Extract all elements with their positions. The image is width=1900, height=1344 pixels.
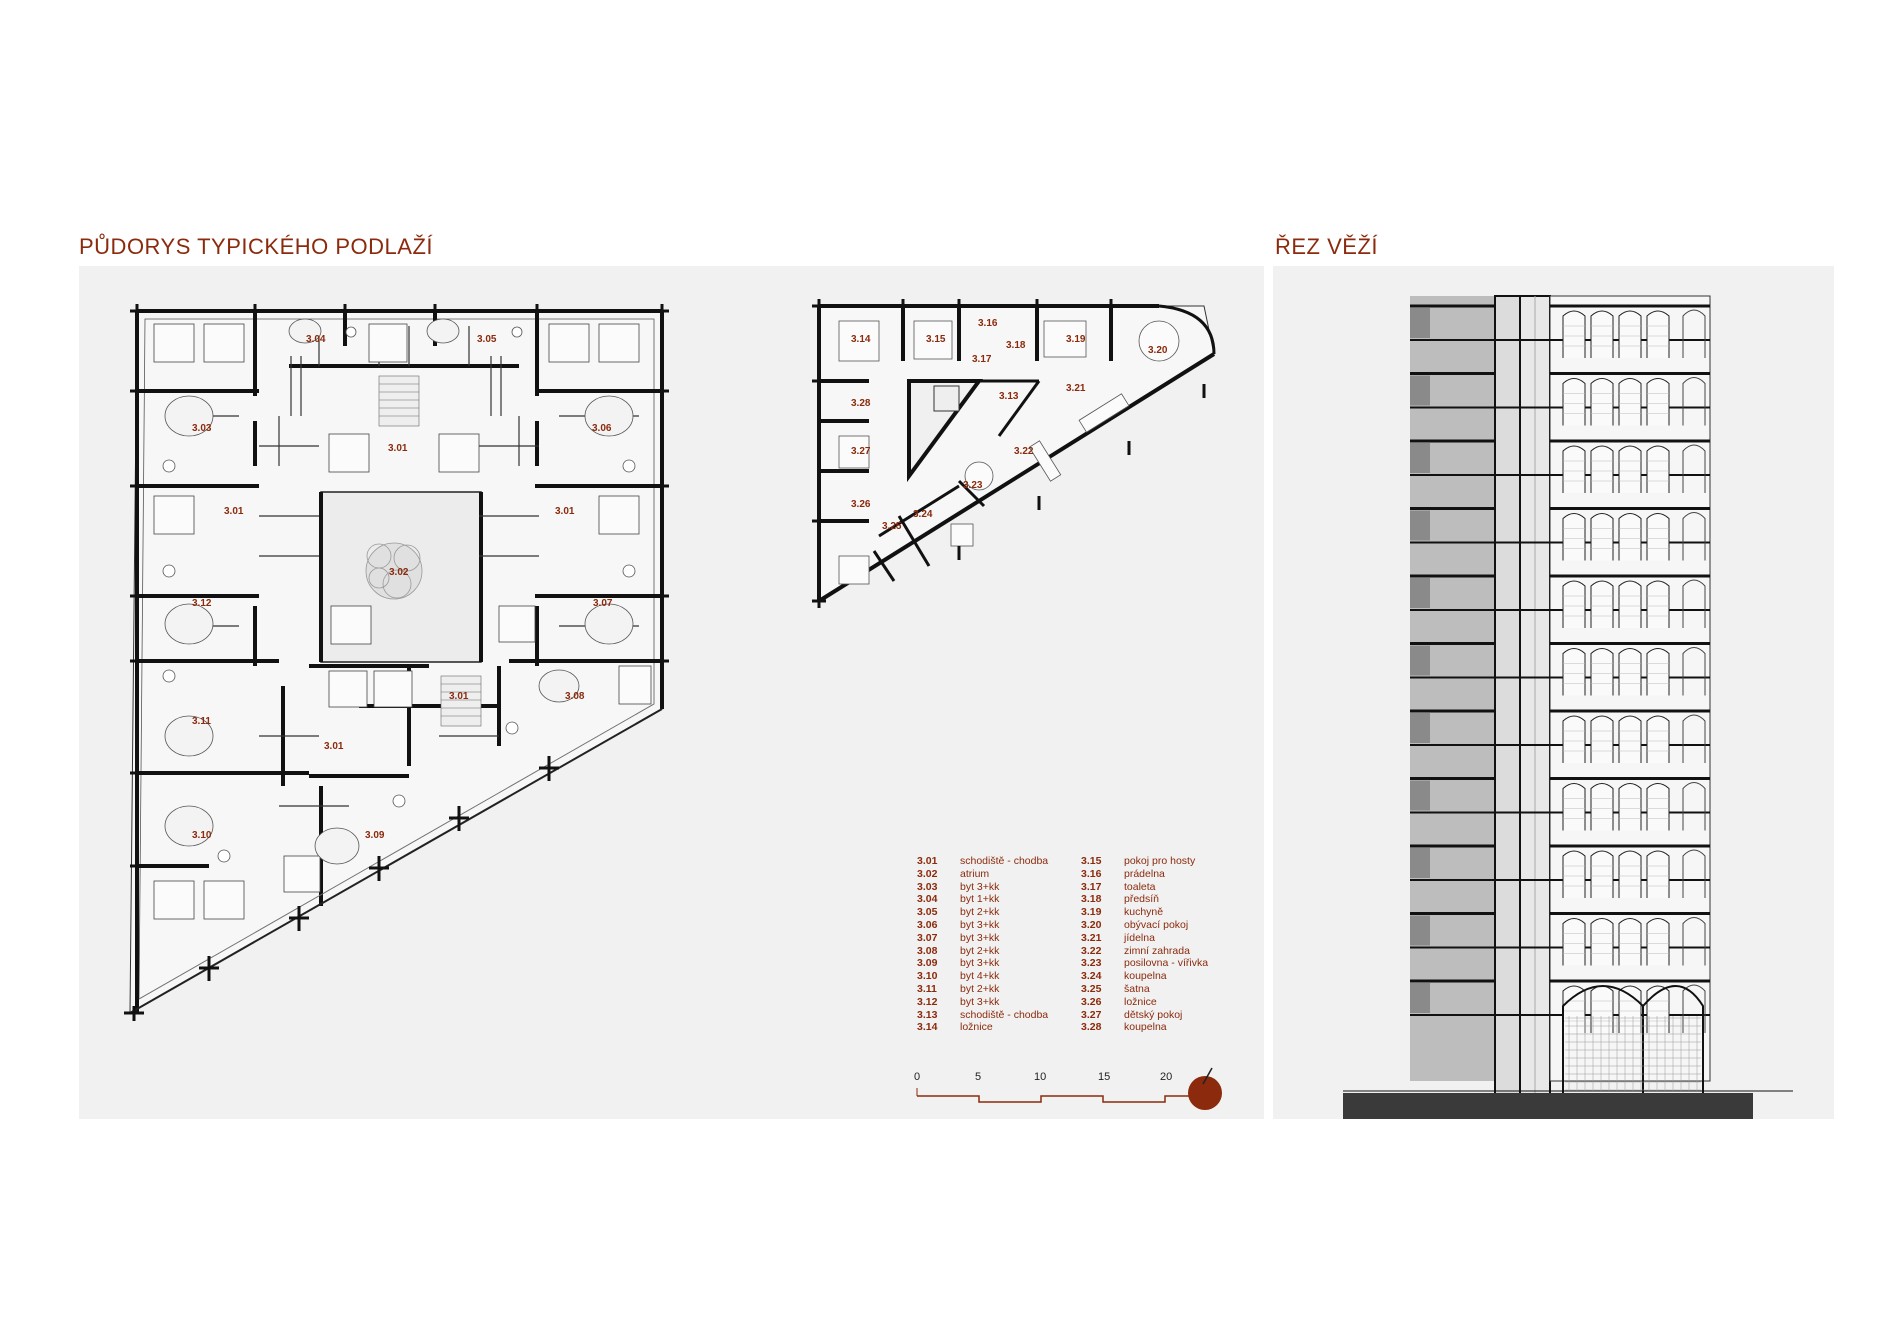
room-label-326: 3.26 [851, 499, 871, 510]
legend-code: 3.21 [1081, 931, 1102, 944]
legend-room-name: atrium [960, 867, 990, 880]
legend-row [1081, 932, 1208, 945]
section-title: ŘEZ VĚŽÍ [1275, 234, 1379, 259]
scale-tick-label: 0 [914, 1071, 921, 1083]
legend-row [1081, 970, 1208, 983]
room-label-303: 3.03 [192, 423, 212, 434]
legend-right-column [1081, 855, 1208, 1034]
room-label-308: 3.08 [565, 691, 585, 702]
legend-room-name: koupelna [1124, 1021, 1167, 1034]
legend-code: 3.07 [917, 931, 938, 944]
legend-code: 3.08 [917, 944, 938, 957]
legend-row [1081, 957, 1208, 970]
legend-room-name: schodiště - chodba [960, 855, 1049, 867]
legend-row [917, 855, 1048, 868]
legend-row [917, 970, 1048, 983]
legend-code: 3.19 [1081, 906, 1102, 919]
room-label-323: 3.23 [963, 480, 983, 491]
legend-room-name: byt 3+kk [960, 880, 1000, 893]
legend-room-name: byt 2+kk [960, 944, 1000, 957]
legend-code: 3.28 [1081, 1021, 1102, 1034]
legend-row [1081, 868, 1208, 881]
room-label-327: 3.27 [851, 446, 871, 457]
legend-row [1081, 945, 1208, 958]
legend-row [1081, 855, 1208, 868]
legend-room-name: byt 3+kk [960, 931, 1000, 944]
legend-room-name: byt 3+kk [960, 957, 1000, 970]
legend-code: 3.01 [917, 855, 938, 867]
legend-row [917, 996, 1048, 1009]
legend-code: 3.02 [917, 867, 938, 880]
legend-row [917, 932, 1048, 945]
legend-row [1081, 983, 1208, 996]
legend-room-name: pokoj pro hosty [1124, 855, 1196, 867]
legend-row [917, 957, 1048, 970]
room-label-313: 3.13 [999, 391, 1019, 402]
room-label-301-bottom: 3.01 [324, 741, 344, 752]
legend-room-name: kuchyně [1124, 906, 1164, 919]
legend-code: 3.26 [1081, 995, 1102, 1008]
room-label-325: 3.25 [882, 521, 902, 532]
legend-room-name: posilovna - vířivka [1124, 957, 1209, 970]
legend-row [917, 881, 1048, 894]
legend-code: 3.14 [917, 1021, 938, 1034]
room-label-317: 3.17 [972, 354, 992, 365]
room-label-328: 3.28 [851, 398, 871, 409]
section-ground-base [1343, 1093, 1753, 1119]
room-label-305: 3.05 [477, 334, 497, 345]
legend-code: 3.22 [1081, 944, 1102, 957]
legend-row [1081, 893, 1208, 906]
legend-room-name: byt 3+kk [960, 995, 1000, 1008]
room-label-320: 3.20 [1148, 345, 1168, 356]
legend-code: 3.23 [1081, 957, 1102, 970]
legend-code: 3.06 [917, 918, 938, 931]
legend-room-name: byt 3+kk [960, 918, 1000, 931]
legend-row [1081, 996, 1208, 1009]
legend-row [917, 1009, 1048, 1022]
legend-row [1081, 1009, 1208, 1022]
legend-room-name: ložnice [1124, 995, 1157, 1008]
room-label-312: 3.12 [192, 598, 212, 609]
room-label-304: 3.04 [306, 334, 326, 345]
tower-section-panel [1273, 266, 1834, 1119]
room-label-301-mid: 3.01 [449, 691, 469, 702]
legend-room-name: předsíň [1124, 893, 1160, 906]
legend-room-name: obývací pokoj [1124, 918, 1189, 931]
legend-room-name: byt 4+kk [960, 970, 1000, 983]
legend-row [1081, 906, 1208, 919]
room-label-310: 3.10 [192, 830, 212, 841]
scale-tick-label: 20 [1160, 1071, 1173, 1083]
room-label-322: 3.22 [1014, 446, 1034, 457]
legend-code: 3.25 [1081, 982, 1102, 995]
legend-room-name: toaleta [1124, 880, 1156, 893]
room-label-318: 3.18 [1006, 340, 1026, 351]
legend-row [917, 945, 1048, 958]
scale-tick-label: 15 [1098, 1071, 1111, 1083]
room-label-309: 3.09 [365, 830, 385, 841]
legend-room-name: koupelna [1124, 970, 1167, 983]
room-label-307: 3.07 [593, 598, 613, 609]
legend-code: 3.15 [1081, 855, 1102, 867]
legend-room-name: schodiště - chodba [960, 1008, 1049, 1021]
legend-row [917, 983, 1048, 996]
legend-room-name: zimní zahrada [1124, 944, 1190, 957]
legend-code: 3.27 [1081, 1008, 1102, 1021]
room-label-301-right: 3.01 [555, 506, 575, 517]
legend-row [917, 893, 1048, 906]
legend-code: 3.04 [917, 893, 938, 906]
room-label-315: 3.15 [926, 334, 946, 345]
room-label-306: 3.06 [592, 423, 612, 434]
legend-code: 3.11 [917, 982, 937, 995]
legend-row [917, 919, 1048, 932]
tower-section-drawing [1273, 266, 1834, 1119]
legend-room-name: byt 2+kk [960, 906, 1000, 919]
room-label-314: 3.14 [851, 334, 871, 345]
room-label-316: 3.16 [978, 318, 998, 329]
legend-code: 3.03 [917, 880, 938, 893]
legend-room-name: jídelna [1124, 931, 1155, 944]
legend-room-name: ložnice [960, 1021, 993, 1034]
legend-code: 3.17 [1081, 880, 1102, 893]
legend-room-name: šatna [1124, 982, 1150, 995]
legend-code: 3.10 [917, 970, 938, 983]
legend-code: 3.20 [1081, 918, 1102, 931]
room-label-311: 3.11 [192, 716, 211, 727]
floor-plan-panel [79, 266, 1264, 1119]
section-core [1495, 296, 1523, 1119]
room-label-302: 3.02 [389, 567, 409, 578]
legend-row [1081, 881, 1208, 894]
legend-code: 3.12 [917, 995, 938, 1008]
legend-left-column [917, 855, 1048, 1034]
scale-tick-label: 5 [975, 1071, 982, 1083]
section-left-band [1410, 296, 1495, 1081]
legend-row [917, 906, 1048, 919]
legend-row [1081, 919, 1208, 932]
room-label-324: 3.24 [913, 509, 933, 520]
legend-row [917, 868, 1048, 881]
legend-room-name: prádelna [1124, 867, 1165, 880]
scale-tick-label: 10 [1034, 1071, 1047, 1083]
room-label-321: 3.21 [1066, 383, 1086, 394]
legend-code: 3.16 [1081, 867, 1102, 880]
legend-code: 3.24 [1081, 970, 1102, 983]
legend-row [1081, 1021, 1208, 1034]
legend-row [917, 1021, 1048, 1034]
room-label-301-top: 3.01 [388, 443, 408, 454]
plan-title: PŮDORYS TYPICKÉHO PODLAŽÍ [79, 234, 433, 259]
legend-room-name: byt 1+kk [960, 893, 1000, 906]
legend-code: 3.18 [1081, 893, 1102, 906]
room-label-301-left: 3.01 [224, 506, 244, 517]
legend-room-name: dětský pokoj [1124, 1008, 1183, 1021]
legend-code: 3.05 [917, 906, 938, 919]
legend-code: 3.09 [917, 957, 938, 970]
room-label-319: 3.19 [1066, 334, 1086, 345]
legend-code: 3.13 [917, 1008, 938, 1021]
legend-room-name: byt 2+kk [960, 982, 1000, 995]
